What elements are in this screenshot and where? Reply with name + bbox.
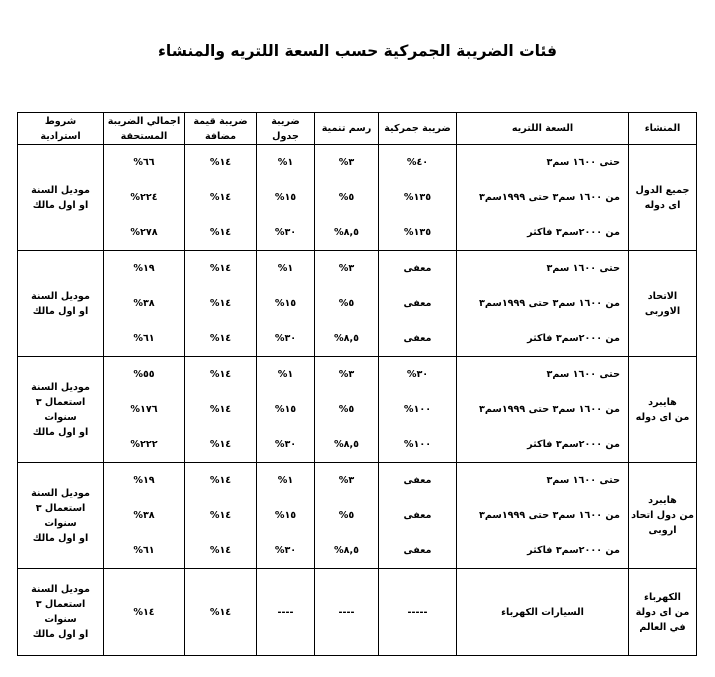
development-cell: ---- (315, 569, 379, 656)
customs-tax-table (17, 112, 697, 656)
origin-cell: الكهرباء من اى دولة في العالم (629, 569, 697, 656)
vat-cell: ١٤% ١٤% ١٤% (185, 463, 257, 569)
page-title: فئات الضريبة الجمركية حسب السعة اللتريه والمنشاء (158, 42, 557, 60)
header-development: رسم تنمية (315, 113, 379, 145)
development-cell: ٣% ٥% ٨,٥% (315, 463, 379, 569)
conditions-cell: موديل السنة استعمال ٣ سنوات او اول مالك (18, 357, 104, 463)
customs-cell: معفى معفى معفى (379, 463, 457, 569)
conditions-cell: موديل السنة او اول مالك (18, 251, 104, 357)
customs-cell: معفى معفى معفى (379, 251, 457, 357)
origin-cell: جميع الدول اى دوله (629, 145, 697, 251)
capacity-cell: حتى ١٦٠٠ سم٣ من ١٦٠٠ سم٣ حتى ١٩٩٩سم٣ من ٢٠٠٠سم٣ فاكثر (457, 463, 629, 569)
total-cell: ١٩% ٣٨% ٦١% (104, 463, 185, 569)
total-cell: ٦٦% ٢٢٤% ٢٧٨% (104, 145, 185, 251)
header-total: اجمالي الضريبة المستحقة (104, 113, 185, 145)
header-capacity: السعة اللتريه (457, 113, 629, 145)
customs-cell: ٤٠% ١٣٥% ١٣٥% (379, 145, 457, 251)
capacity-cell: حتى ١٦٠٠ سم٣ من ١٦٠٠ سم٣ حتى ١٩٩٩سم٣ من ٢٠٠٠سم٣ فاكثر (457, 251, 629, 357)
capacity-cell: حتى ١٦٠٠ سم٣ من ١٦٠٠ سم٣ حتى ١٩٩٩سم٣ من ٢٠٠٠سم٣ فاكثر (457, 145, 629, 251)
header-vat: ضريبة قيمة مضافة (185, 113, 257, 145)
vat-cell: ١٤% ١٤% ١٤% (185, 357, 257, 463)
header-table-tax: ضريبة جدول (257, 113, 315, 145)
header-customs: ضريبة جمركية (379, 113, 457, 145)
development-cell: ٣% ٥% ٨,٥% (315, 357, 379, 463)
vat-cell: ١٤% ١٤% ١٤% (185, 145, 257, 251)
total-cell: ٥٥% ١٧٦% ٢٢٢% (104, 357, 185, 463)
table-tax-cell: ---- (257, 569, 315, 656)
capacity-cell: السيارات الكهرباء (457, 569, 629, 656)
table-row (18, 251, 697, 357)
total-cell: ١٩% ٣٨% ٦١% (104, 251, 185, 357)
conditions-cell: موديل السنة استعمال ٣ سنوات او اول مالك (18, 569, 104, 656)
vat-cell: ١٤% (185, 569, 257, 656)
table-tax-cell: ١% ١٥% ٣٠% (257, 357, 315, 463)
conditions-cell: موديل السنة استعمال ٣ سنوات او اول مالك (18, 463, 104, 569)
vat-cell: ١٤% ١٤% ١٤% (185, 251, 257, 357)
capacity-cell: حتى ١٦٠٠ سم٣ من ١٦٠٠ سم٣ حتى ١٩٩٩سم٣ من ٢٠٠٠سم٣ فاكثر (457, 357, 629, 463)
customs-cell: ٣٠% ١٠٠% ١٠٠% (379, 357, 457, 463)
customs-cell: ----- (379, 569, 457, 656)
table-row (18, 463, 697, 569)
origin-cell: الاتحاد الاوربى (629, 251, 697, 357)
development-cell: ٣% ٥% ٨,٥% (315, 251, 379, 357)
table-tax-cell: ١% ١٥% ٣٠% (257, 463, 315, 569)
table-tax-cell: ١% ١٥% ٣٠% (257, 145, 315, 251)
origin-cell: هايبرد من دول اتحاد اروبى (629, 463, 697, 569)
header-row (18, 113, 697, 145)
header-origin: المنشاء (629, 113, 697, 145)
table-row (18, 357, 697, 463)
table-row (18, 145, 697, 251)
total-cell: ١٤% (104, 569, 185, 656)
header-conditions: شروط استرادية (18, 113, 104, 145)
development-cell: ٣% ٥% ٨,٥% (315, 145, 379, 251)
conditions-cell: موديل السنة او اول مالك (18, 145, 104, 251)
table-tax-cell: ١% ١٥% ٣٠% (257, 251, 315, 357)
origin-cell: هايبرد من اى دوله (629, 357, 697, 463)
table-row (18, 569, 697, 656)
